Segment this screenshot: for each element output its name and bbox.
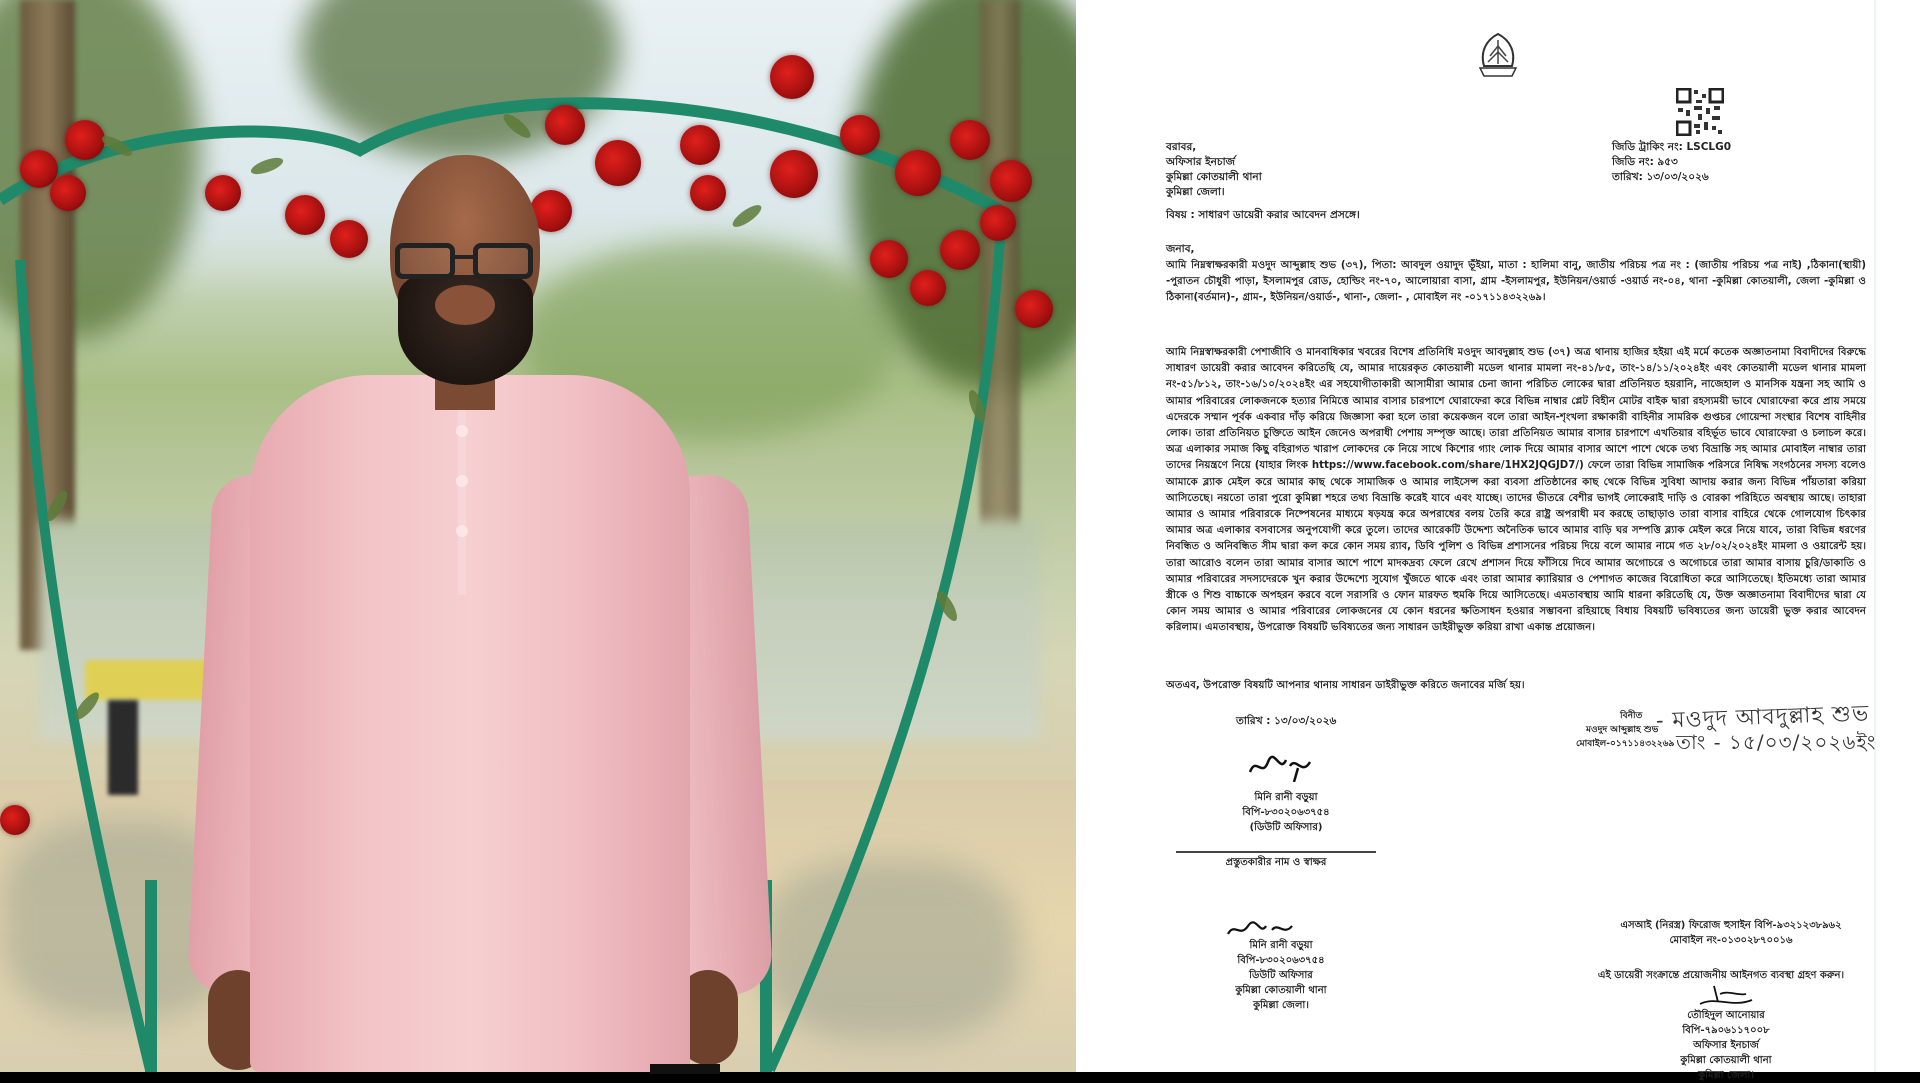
si-name-bp: এসআই (নিরস্ত্র) ফিরোজ হুসাইন বিপি-৯৩২১২৩৮৯৬২ xyxy=(1620,920,1842,931)
handwritten-signature: - মওদুদ আবদুল্লাহ শুভ xyxy=(1655,701,1870,734)
page-edge xyxy=(1874,0,1876,1072)
bottom-bar xyxy=(0,1072,1920,1080)
rose xyxy=(0,805,30,835)
applicant-signature-block xyxy=(1576,700,1886,760)
salutation: জনাব, xyxy=(1166,243,1195,255)
gd-document xyxy=(1076,0,1920,1081)
preparer-details xyxy=(1226,790,1346,835)
rose xyxy=(895,150,941,196)
person xyxy=(230,155,770,1072)
si-mobile: মোবাইল নং-০১৩০২৮৭০০১৬ xyxy=(1669,935,1793,946)
preparer-role: (ডিউটি অফিসার) xyxy=(1249,822,1323,833)
rose xyxy=(50,175,86,211)
investigating-officer xyxy=(1576,918,1886,948)
rose xyxy=(910,270,946,306)
gd-number: জিডি নং: ৯৫৩ xyxy=(1612,156,1678,168)
signature-rule xyxy=(1176,851,1376,853)
oc-order: এই ডায়েরী সংক্রান্তে প্রয়োজনীয় আইনগত ব্যবস্থা গ্রহণ করুন। xyxy=(1597,970,1845,981)
rose xyxy=(980,205,1016,241)
handwritten-date: তাং - ১৫/০৩/২০২৬ইং xyxy=(1676,730,1877,754)
applicant-name: মওদুদ আব্দুল্লাহ শুভ xyxy=(1586,725,1659,735)
preparer-label: প্রস্তুতকারীর নাম ও স্বাক্ষর xyxy=(1225,857,1327,868)
gd-date: তারিখ: ১৩/০৩/২০২৬ xyxy=(1612,171,1709,183)
rose xyxy=(990,160,1032,202)
duty-officer-district: কুমিল্লা জেলা। xyxy=(1253,1000,1309,1011)
recipient-line: কুমিল্লা জেলা। xyxy=(1166,186,1225,198)
recipient-address xyxy=(1166,140,1262,200)
oc-station: কুমিল্লা কোতয়ালী থানা xyxy=(1680,1055,1772,1066)
gd-tracking-number: জিডি ট্রাকিং নং: LSCLG0 xyxy=(1612,141,1732,153)
duty-officer-name: মিনি রানী বড়ুয়া xyxy=(1249,940,1313,951)
duty-officer-station: কুমিল্লা কোতয়ালী থানা xyxy=(1235,985,1327,996)
duty-officer-details xyxy=(1206,938,1356,1013)
applicant-mobile: মোবাইল-০১৭১১৪৩২২৬৯ xyxy=(1576,739,1675,749)
arch-pole xyxy=(145,880,157,1072)
rose xyxy=(870,240,908,278)
pink-kurta xyxy=(250,375,690,1072)
closing-request: অতএব, উপরোক্ত বিষয়টি আপনার থানায় সাধারন ডাইরীভুক্ত করিতে জনাবের মর্জি হয়। xyxy=(1166,680,1525,691)
rose xyxy=(840,115,880,155)
police-emblem-icon xyxy=(1476,32,1520,82)
rose xyxy=(770,55,814,99)
duty-officer-bp: বিপি-৮৩০২০৬৩৭৫৪ xyxy=(1237,955,1325,966)
rose xyxy=(950,120,990,160)
kurta-button xyxy=(456,425,468,437)
mouth xyxy=(435,285,495,325)
complaint-paragraph: আমি নিম্নস্বাক্ষরকারী পেশাজীবি ও মানবাধিকার খবরের বিশেষ প্রতিনিধি মওদুদ আবদুল্লাহ শুভ (৩৭) অত্র থানায় হাজির হইয়া এই মর্মে কতেক অজ্ঞাতনামা বিবাদীদের বিরুদ্ধে সাধারণ ডায়েরী করার আবেদন করিতেছি যে, আমার দায়েরকৃত কোতয়ালী মডেল থানার মামলা নং-৪১/৮৫, তাং-১৪/১১/২০২৪ইং এবং কোতয়ালী মডেল থানার মামলা নং-৫১/৮১২, তাং-১৬/১০/২০২৪ইং এর সহযোগীতাকারী আসামীরা আমার চেনা জানা পরিচিত লোকের দ্বারা প্রতিনিয়ত হয়রানি, নাজেহাল ও মানসিক যন্ত্রনা সহ আমি ও আমার পরিবারের লোকজনকে হত্যার নিমিত্তে আমার বাসার চারপাশে ঘোরাফেরা করে বিভিন্ন নাম্বার প্লেট বিহীন মোটর বাইক দ্বারা রহস্যময়ী ভাবে ঘোরাফেরা করে প্রায় সময়ে এদেরকে সম্মান পূর্বক একবার দাঁড় করিয়ে জিজ্ঞাসা করা হলে তারা কয়েকজন বলে তারা আইন-শৃংখলা রক্ষাকারী বাহিনীর সামরিক গুপ্তচর গোয়েন্দা সংস্থার বিশেষ বাহিনীর লোক। তারা প্রতিনিয়ত চুক্তিতে আইন জেনেও অপরাধী পেশায় সম্পৃক্ত আছে। তারা প্রতিনিয়ত আমার বাসার চারপাশে এখতিয়ার বহির্ভূত ভাবে ঘোরাফেরা ও চলাচল করে। অত্র এলাকার সমাজ কিছু বহিরাগত খারাপ লোকদের কে নিয়ে সাথে কিশোর গ্যাং লোক দিয়ে আমার বাসার আশে পাশে থেকে তথ্য বিভ্রান্তি সহ আমার মোবাইল নাম্বার তারা তাদের নিয়ন্ত্রণে নিয়ে (যাহার লিংক https://www.facebook.com/share/1HX2JQGJD7/) ফেলে তারা বিভিন্ন সামাজিক পরিসরে নিষিদ্ধ সংগঠনের সদস্য বলেও আমাকে ব্ল্যাক মেইল করে আমার কাছ থেকে সামাজিক ও আমার লাইসেন্স করা ব্যবসা প্রতিষ্ঠানের কাছ থেকে বিভিন্ন সুবিধা আদায় করার জন্য বিভিন্ন পাঁয়তারা করিয়া আসিতেছে। নয়তো তারা পুরো কুমিল্লা শহরে তথ্য বিভ্রান্তি করেই যাবে এবং যাচ্ছে। তাদের ভীতরে বেশীর ভাগই লোকেরাই দাড়ি ও বোরকা পরিহিতে অবস্থায় আছে। তাহারা আমার ও আমার পরিবারকে নিষ্পেষনের মাধ্যমে ষড়যন্ত্র করে অপরাধের বলয় তৈরি করে রাষ্ট্র অপরাধী মব করছে তাছাড়াও তারা বাসার বাহিরে থেকে গোলযোগ চিৎকার আমার অত্র এলাকার বসবাসের অনুপযোগী করে তুলে। তাদের আরেকটি উদ্দেশ্য অনৈতিক ভাবে আমার বাড়ি ঘর সম্পত্তি ব্ল্যাক মেইল করে নিয়ে যাবে, তারা বিভিন্ন ধরণের নিবন্ধিত ও অনিবন্ধিত সীম দ্বারা কল করে কোন সময় র‍্যাব, ডিবি পুলিশ ও বিভিন্ন প্রশাসনের পরিচয় দিয়ে বলে আমার নামে গত ২৮/০২/২০২৪ইং মামলা ও ওয়ারেন্ট হয়। তারা আরোও বলেন তারা আমার বাসার আশে পাশে মাদকদ্রব্য ফেলে রেখে প্রশাসন দিয়ে ফাঁসিয়ে দিবে আমার অগোচরে ও অগোচরে তারা আমার বাসায় চুরি/ডাকাতি ও আমার পরিবারের সদস্যদেরকে খুন করার উদ্দেশ্যে সুযোগ খুঁজতে থাকে এবং তারা আমার ক্যারিয়ার ও পেশাগত কাজের বিরোধিতা করে আসিতেছে। ইতিমধ্যে তারা আমার স্ত্রীকে ও শিশু বাচ্চাকে অপহরন করবে বলে সরাসরি ও ফোন মারফত হুমকি দিয়ে আসিতেছে। এমতাবস্থায় আমি ধারনা করিতেছি যে, উক্ত অজ্ঞাতনামা বিবাদীদের দ্বারা যে কোন সময় আমার ও আমার পরিবারের লোকজনের যে কোন ধরনের ক্ষতিসাধন হওয়ার সম্ভাবনা রহিয়াছে বিধায় বিষয়টি ভবিষ্যতের জন্য ডায়েরী ভুক্ত করার আবেদন করিলাম। এমতাবস্থায়, উপরোক্ত বিষয়টি ভবিষ্যতের জন্য সাধারন ডাইরীভুক্ত করিয়া রাখা একান্ত প্রয়োজন। xyxy=(1166,347,1866,634)
signature-icon xyxy=(1696,984,1756,1010)
preparer-bp: বিপি-৮৩০২০৬৩৭৫৪ xyxy=(1242,807,1330,818)
rose xyxy=(770,150,818,198)
preparer-name: মিনি রানী বড়ুয়া xyxy=(1254,792,1318,803)
subject-line: বিষয় : সাধারণ ডায়েরী করার আবেদন প্রসঙ্গে। xyxy=(1166,209,1360,221)
qr-code-icon xyxy=(1676,88,1724,136)
oc-bp: বিপি-৭৯০৬১১৭০০৮ xyxy=(1682,1025,1770,1036)
signature-icon xyxy=(1246,752,1316,782)
rose xyxy=(545,105,585,145)
oc-district: কুমিল্লা জেলা। xyxy=(1698,1070,1754,1081)
rose xyxy=(65,120,105,160)
submission-date: তারিখ : ১৩/০৩/২০২৬ xyxy=(1236,715,1337,727)
kurta-button xyxy=(456,525,468,537)
kurta-button xyxy=(456,475,468,487)
applicant-intro: আমি নিম্নস্বাক্ষরকারী মওদুদ আব্দুল্লাহ শুভ (৩৭), পিতা: আবদুল ওয়াদুদ ভূঁইয়া, মাতা : হালিমা বানু, জাতীয় পরিচয় পত্র নং : (জাতীয় পরিচয় পত্র নাই) ,ঠিকানা(স্থায়ী) -পুরাতন চৌধুরী পাড়া, ইসলামপুর রোড, হোল্ডিং নং-৭০, আলোয়ারা বাসা, গ্রাম -ইসলামপুর, ইউনিয়ন/ওয়ার্ড -ওয়ার্ড নং-০৪, থানা -কুমিল্লা কোতয়ালী, জেলা -কুমিল্লা ও ঠিকানা(বর্তমান)-, গ্রাম-, ইউনিয়ন/ওয়ার্ড-, থানা-, জেলা- , মোবাইল নং -০১৭১১৪৩২২৬৯। xyxy=(1166,260,1866,303)
recipient-line: কুমিল্লা কোতয়ালী থানা xyxy=(1166,171,1262,183)
duty-officer-role: ডিউটি অফিসার xyxy=(1249,970,1313,981)
gd-meta xyxy=(1612,140,1731,185)
glasses-icon xyxy=(395,243,535,281)
recipient-line: অফিসার ইনচার্জ xyxy=(1166,156,1236,168)
rose xyxy=(940,230,980,270)
bottom-notch xyxy=(650,1064,720,1074)
vinit-label: বিনীত xyxy=(1620,711,1643,721)
rose xyxy=(1015,290,1053,328)
complaint-body xyxy=(1166,345,1866,637)
oc-role: অফিসার ইনচার্জ xyxy=(1693,1040,1759,1051)
recipient-line: বরাবর, xyxy=(1166,141,1197,153)
oc-name: তৌহিদুল আনোয়ার xyxy=(1687,1010,1765,1021)
signature-icon xyxy=(1226,920,1296,940)
officer-in-charge-details xyxy=(1636,1008,1816,1083)
